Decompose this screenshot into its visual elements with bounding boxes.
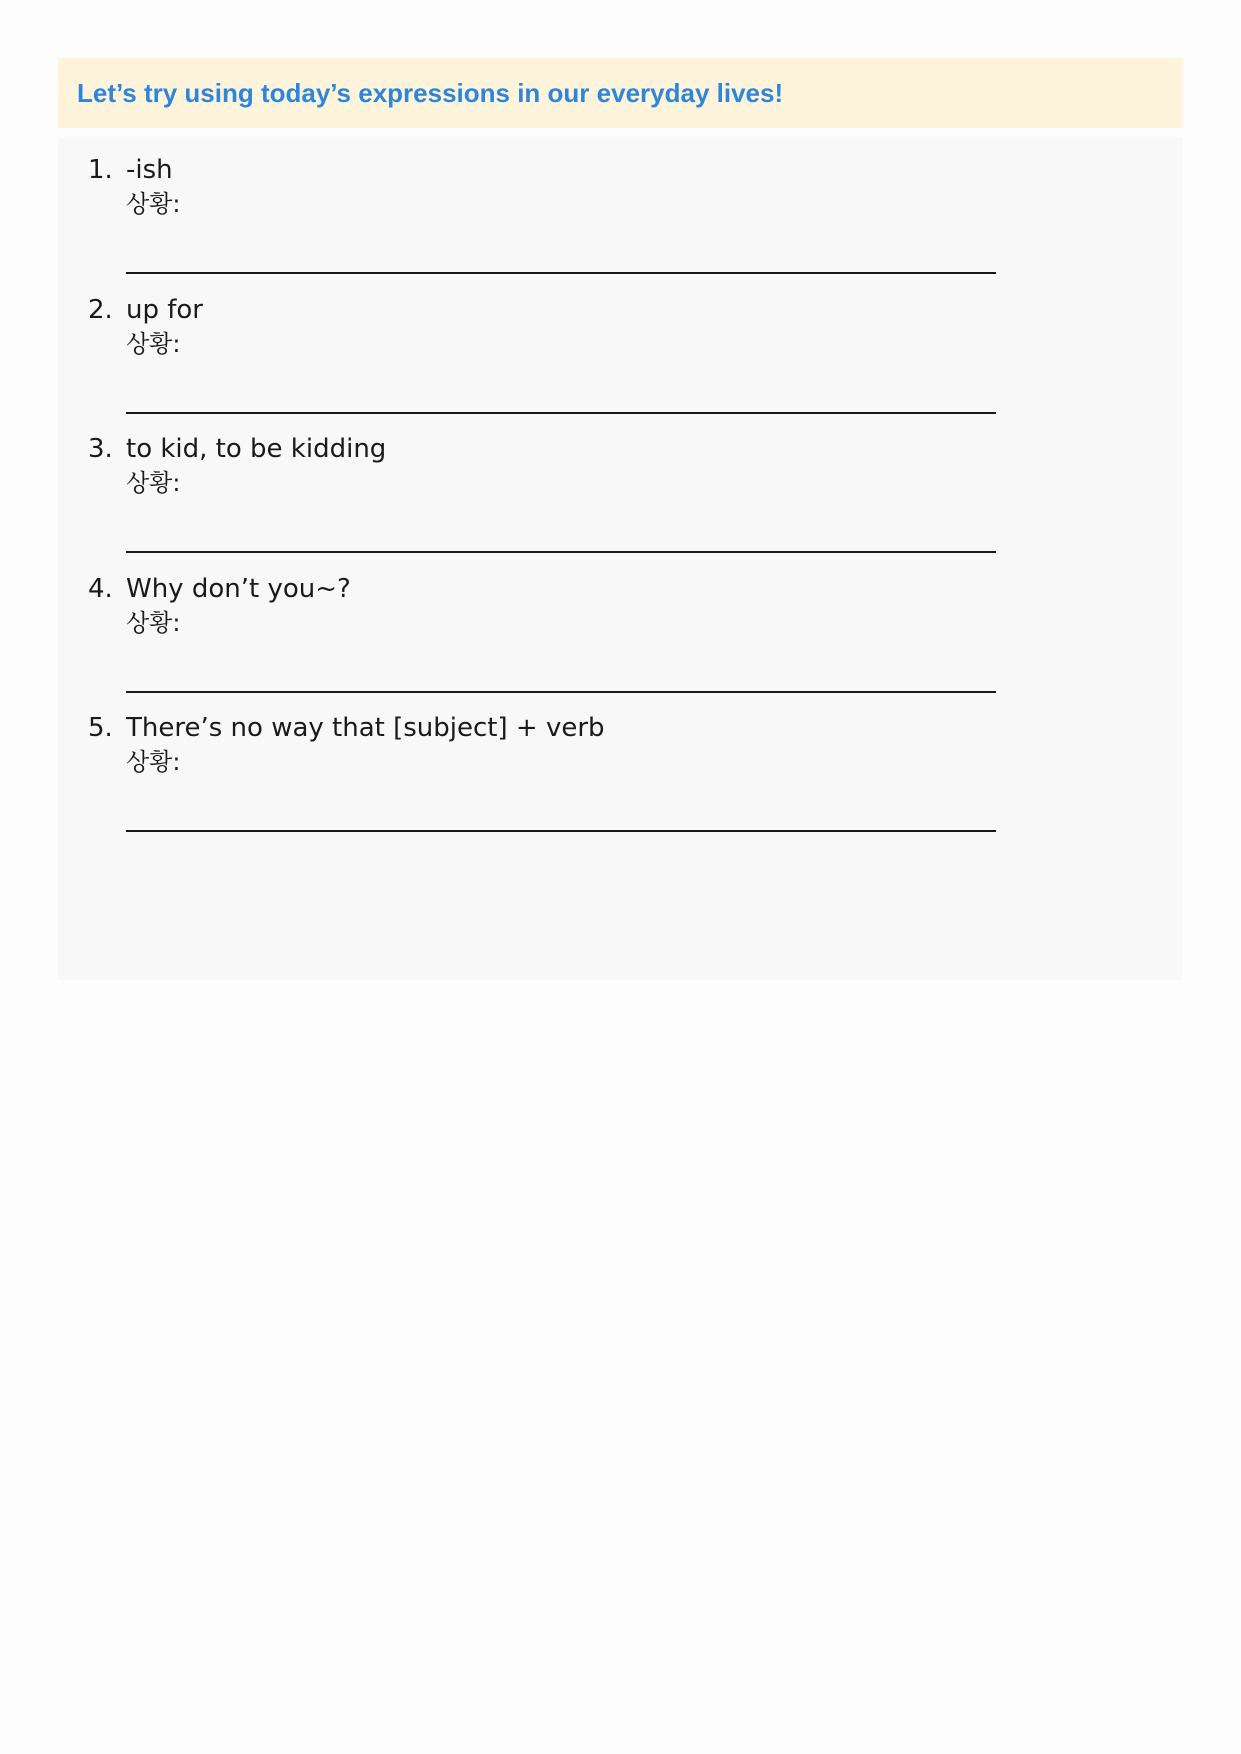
item-number: 1. <box>88 155 113 185</box>
situation-label: 상황: <box>126 190 181 218</box>
page-title: Let’s try using today’s expressions in our everyday lives! <box>77 78 784 108</box>
item-number: 4. <box>88 574 113 604</box>
situation-label: 상황: <box>126 748 181 776</box>
exercise-item-1 <box>58 138 1183 278</box>
situation-label: 상황: <box>126 330 181 358</box>
item-expression: There’s no way that [subject] + verb <box>126 713 605 743</box>
exercise-item-5 <box>58 696 1183 836</box>
exercise-item-3 <box>58 417 1183 557</box>
exercise-panel <box>58 138 1183 980</box>
item-expression: up for <box>126 295 203 325</box>
item-expression: to kid, to be kidding <box>126 434 387 464</box>
item-number: 5. <box>88 713 113 743</box>
answer-line-1[interactable] <box>126 244 996 274</box>
answer-line-3[interactable] <box>126 523 996 553</box>
item-expression: -ish <box>126 155 173 185</box>
answer-line-5[interactable] <box>126 802 996 832</box>
exercise-item-2 <box>58 278 1183 418</box>
answer-line-2[interactable] <box>126 384 996 414</box>
title-banner <box>58 58 1183 128</box>
item-number: 2. <box>88 295 113 325</box>
item-expression: Why don’t you~? <box>126 574 351 604</box>
situation-label: 상황: <box>126 469 181 497</box>
exercise-item-4 <box>58 557 1183 697</box>
answer-line-4[interactable] <box>126 663 996 693</box>
item-number: 3. <box>88 434 113 464</box>
situation-label: 상황: <box>126 609 181 637</box>
